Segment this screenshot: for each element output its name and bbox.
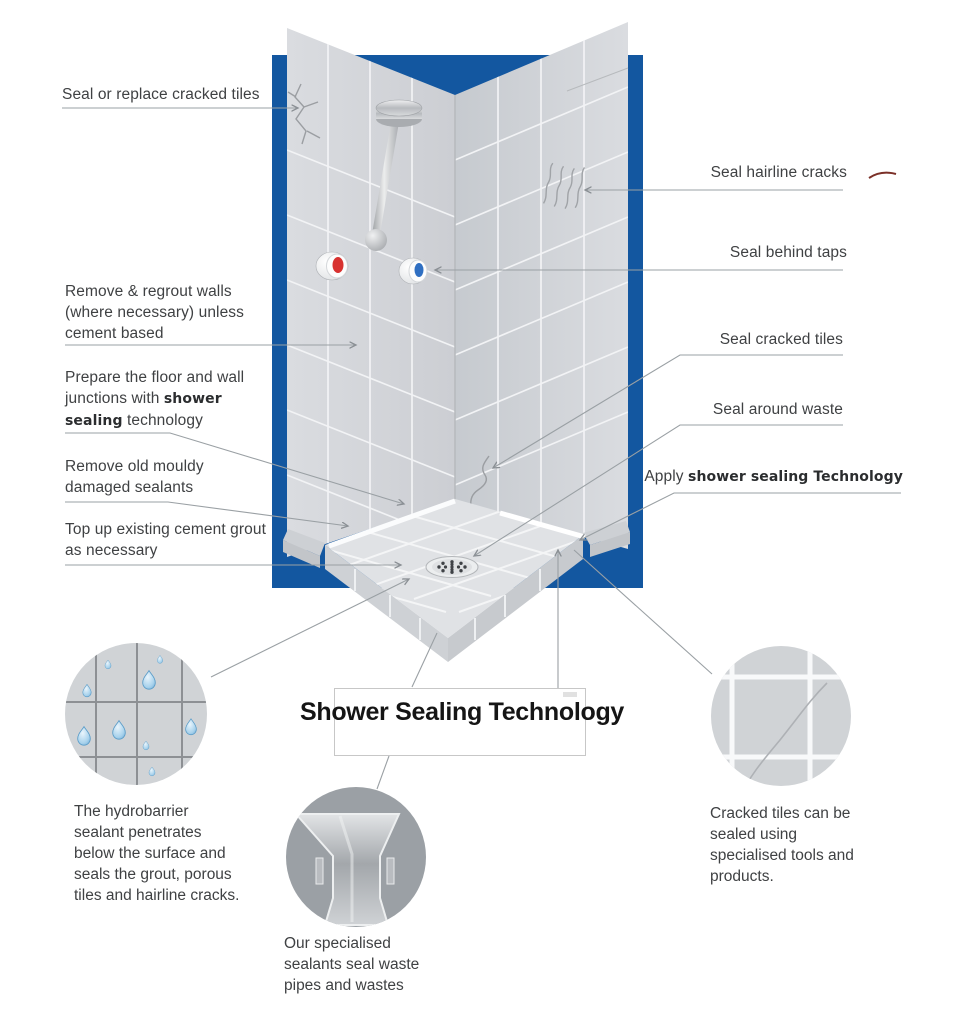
callout-bold: shower sealing bbox=[65, 391, 222, 429]
shower-walls bbox=[287, 22, 628, 557]
callout-seal-behind-taps: Seal behind taps bbox=[729, 244, 847, 261]
red-mark bbox=[869, 173, 896, 178]
inset-cracked-tile bbox=[711, 646, 851, 797]
callout-seal-or-replace-cracked-tiles: Seal or replace cracked tiles bbox=[62, 86, 260, 103]
callout-remove-regrout-walls: Remove & regrout walls (where necessary) unless cement based bbox=[65, 283, 244, 342]
callout-prefix: Prepare the floor and wall junctions with bbox=[65, 369, 245, 407]
inset-hydrobarrier bbox=[64, 643, 208, 786]
tap-hot bbox=[316, 252, 348, 280]
callout-seal-cracked-tiles: Seal cracked tiles bbox=[719, 331, 843, 348]
ball-joint bbox=[365, 229, 387, 251]
caption-waste-pipe: Our specialised sealants seal waste pipes and wastes bbox=[284, 935, 420, 994]
callout-prefix: Apply bbox=[644, 468, 689, 485]
callout-seal-around-waste: Seal around waste bbox=[712, 401, 843, 418]
callout-remove-mouldy-sealants: Remove old mouldy damaged sealants bbox=[65, 458, 204, 496]
page-title: Shower Sealing Technology bbox=[299, 698, 625, 726]
callout-bold: shower sealing Technology bbox=[688, 469, 903, 485]
cold-indicator bbox=[415, 263, 424, 277]
hot-indicator bbox=[333, 257, 344, 273]
tap-cold bbox=[399, 258, 427, 284]
callout-prepare-floor-junctions bbox=[65, 367, 245, 432]
drain bbox=[426, 557, 478, 578]
callout-apply-shower-sealing bbox=[603, 466, 903, 488]
callout-seal-hairline-cracks: Seal hairline cracks bbox=[710, 164, 847, 181]
callout-suffix: technology bbox=[122, 412, 203, 429]
caption-hydrobarrier: The hydrobarrier sealant penetrates below the surface and seals the grout, porous tiles and hairline cracks. bbox=[74, 803, 240, 904]
caption-cracked-tiles: Cracked tiles can be sealed using specialised tools and products. bbox=[710, 805, 854, 885]
callout-top-up-grout: Top up existing cement grout as necessary bbox=[65, 521, 266, 559]
inset-waste-pipe bbox=[286, 787, 426, 927]
